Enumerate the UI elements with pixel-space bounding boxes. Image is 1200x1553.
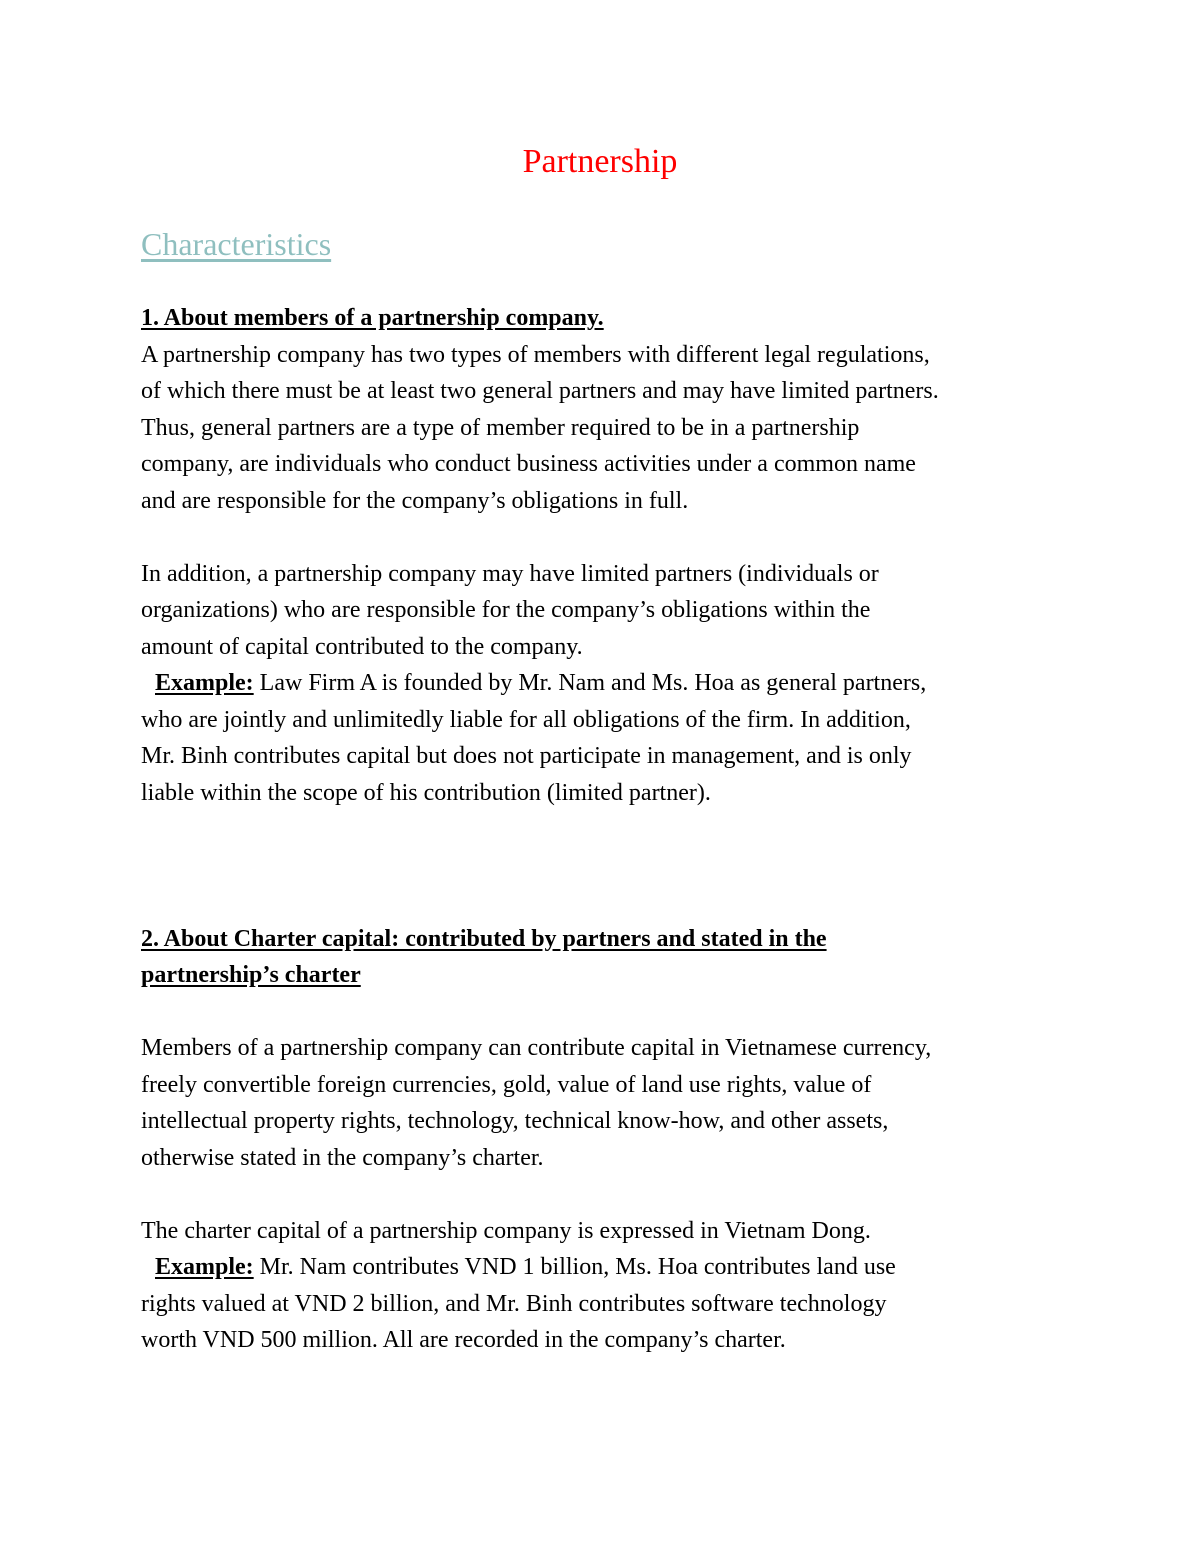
section1-para1-line: A partnership company has two types of members with different legal regulations, (141, 341, 930, 368)
section2-heading: partnership’s charter (141, 962, 361, 988)
section1-para1-line: and are responsible for the company’s obligations in full. (141, 487, 689, 514)
section1-para2-line: organizations) who are responsible for the company’s obligations within the (141, 597, 871, 623)
section2-example-label: Example: (155, 1254, 254, 1280)
section2-example-line: worth VND 500 million. All are recorded in the company’s charter. (141, 1327, 786, 1353)
paragraph-gap (141, 519, 1071, 556)
paragraph-gap (141, 848, 1071, 885)
section2-heading: 2. About Charter capital: contributed by partners and stated in the (141, 925, 827, 952)
section1-para1-line: of which there must be at least two general partners and may have limited partners. (141, 378, 939, 404)
paragraph-gap (141, 884, 1071, 921)
section1-para2-line: amount of capital contributed to the company. (141, 633, 583, 660)
section2-para2-line: The charter capital of a partnership company is expressed in Vietnam Dong. (141, 1217, 871, 1244)
section2-para1-line: intellectual property rights, technology, technical know-how, and other assets, (141, 1108, 889, 1134)
section1-heading: 1. About members of a partnership company. (141, 305, 604, 331)
section2-para1-line: freely convertible foreign currencies, gold, value of land use rights, value of (141, 1071, 872, 1098)
paragraph-gap (141, 994, 1071, 1031)
section2-para1-line: Members of a partnership company can contribute capital in Vietnamese currency, (141, 1035, 932, 1061)
section2-para1-line: otherwise stated in the company’s charter. (141, 1144, 544, 1171)
paragraph-gap (141, 811, 1071, 848)
section1-example-text: Law Firm A is founded by Mr. Nam and Ms. Hoa as general partners, (253, 670, 927, 696)
section1-example-line: Mr. Binh contributes capital but does not participate in management, and is only (141, 743, 912, 769)
section2-example-text: Mr. Nam contributes VND 1 billion, Ms. Hoa contributes land use (253, 1254, 896, 1280)
section-heading-characteristics: Characteristics (141, 226, 332, 262)
section1-example-label: Example: (155, 670, 254, 696)
section1-para1-line: company, are individuals who conduct business activities under a common name (141, 451, 916, 477)
document-title: Partnership (522, 143, 678, 180)
section2-example-line: rights valued at VND 2 billion, and Mr. Binh contributes software technology (141, 1290, 887, 1317)
section1-para1-line: Thus, general partners are a type of member required to be in a partnership (141, 414, 860, 441)
section1-example-line: liable within the scope of his contribution (limited partner). (141, 779, 711, 806)
section1-para2-line: In addition, a partnership company may have limited partners (individuals or (141, 560, 879, 587)
paragraph-gap (141, 1176, 1071, 1213)
section1-example-line (141, 665, 1071, 702)
section1-example-line: who are jointly and unlimitedly liable for all obligations of the firm. In addition, (141, 706, 911, 733)
document-body (141, 300, 1071, 1359)
section2-example-line (141, 1249, 1071, 1286)
